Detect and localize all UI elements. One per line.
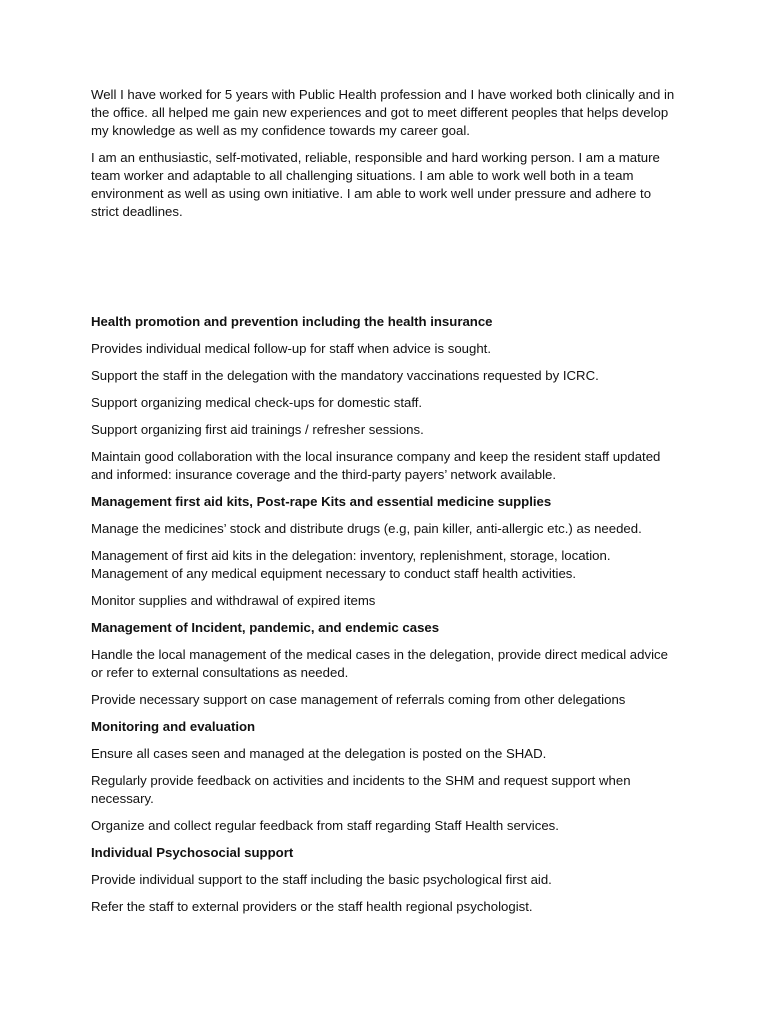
section-heading: Management of Incident, pandemic, and endemic cases: [91, 620, 440, 635]
section-item: Monitor supplies and withdrawal of expired items: [91, 593, 376, 608]
section-item: Regularly provide feedback on activities and incidents to the SHM and request support when necessary.: [91, 773, 631, 806]
section-heading: Management first aid kits, Post-rape Kits and essential medicine supplies: [91, 494, 552, 509]
section-heading: Health promotion and prevention including the health insurance: [91, 314, 493, 329]
section-item: Ensure all cases seen and managed at the delegation is posted on the SHAD.: [91, 746, 547, 761]
section-item: Provide individual support to the staff including the basic psychological first aid.: [91, 872, 552, 887]
section-item: Provides individual medical follow-up for staff when advice is sought.: [91, 341, 491, 356]
section-item: Maintain good collaboration with the local insurance company and keep the resident staff updated and informed: insurance coverage and the third-party payers’ network available.: [91, 449, 661, 482]
intro-paragraph: Well I have worked for 5 years with Public Health profession and I have worked both clinically and in the office. all helped me gain new experiences and got to meet different peoples that helps develop my knowledge as well as my confidence towards my career goal.: [91, 87, 675, 138]
section-heading: Individual Psychosocial support: [91, 845, 294, 860]
intro-paragraph: I am an enthusiastic, self-motivated, reliable, responsible and hard working person. I am a mature team worker and adaptable to all challenging situations. I am able to work well both in a team environment as well as using own initiative. I am able to work well under pressure and adhere to strict deadlines.: [91, 150, 660, 219]
section-heading: Monitoring and evaluation: [91, 719, 256, 734]
blank-space: [91, 230, 681, 313]
section-item: Support organizing medical check-ups for domestic staff.: [91, 395, 423, 410]
section-item: Organize and collect regular feedback from staff regarding Staff Health services.: [91, 818, 559, 833]
section-item: Refer the staff to external providers or the staff health regional psychologist.: [91, 899, 533, 914]
section-item: Management of first aid kits in the delegation: inventory, replenishment, storage, location. Management of any medical equipment necessary to conduct staff health activities.: [91, 548, 611, 581]
section-item: Support organizing first aid trainings / refresher sessions.: [91, 422, 424, 437]
section-item: Provide necessary support on case management of referrals coming from other delegations: [91, 692, 626, 707]
section-item: Support the staff in the delegation with the mandatory vaccinations requested by ICRC.: [91, 368, 599, 383]
section-item: Manage the medicines’ stock and distribute drugs (e.g, pain killer, anti-allergic etc.) as needed.: [91, 521, 642, 536]
section-item: Handle the local management of the medical cases in the delegation, provide direct medical advice or refer to external consultations as needed.: [91, 647, 668, 680]
document-body: [91, 86, 681, 925]
